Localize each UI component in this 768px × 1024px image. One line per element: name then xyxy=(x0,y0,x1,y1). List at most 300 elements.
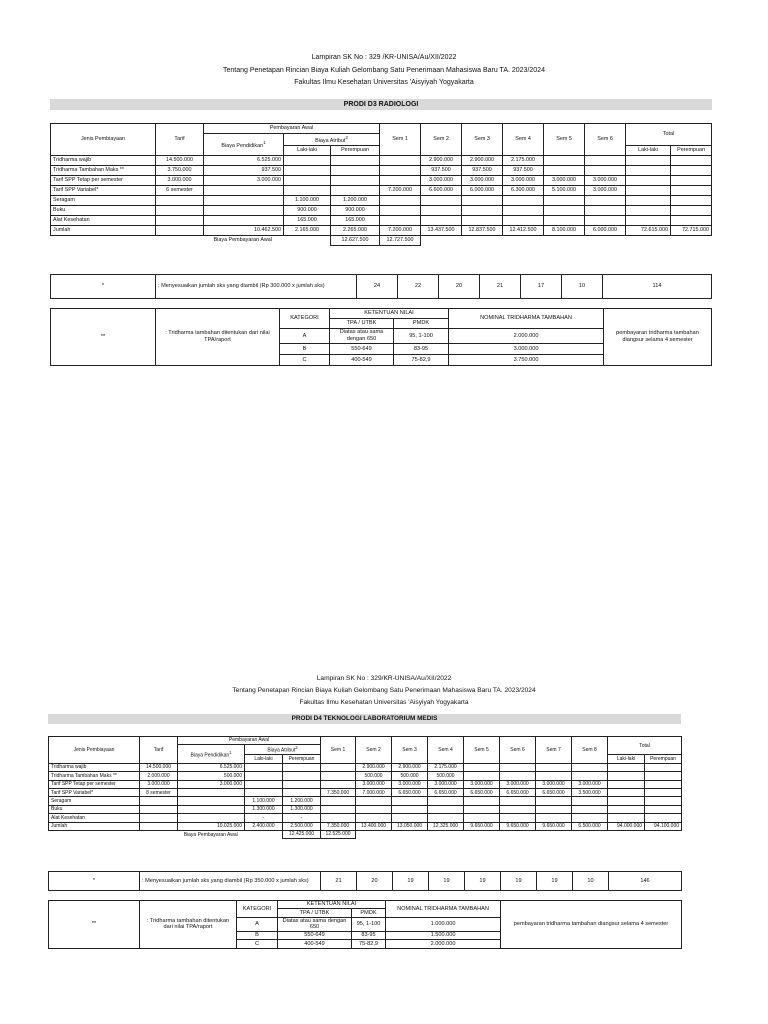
table-row xyxy=(51,195,712,205)
header-jenis: Jenis Pembiayaan xyxy=(51,124,156,156)
header-perempuan: Perempuan xyxy=(331,145,380,155)
table-cell: 3.000.000 xyxy=(428,780,464,788)
header-pmdk: PMDK xyxy=(394,319,449,329)
table-row xyxy=(49,763,682,771)
table-cell xyxy=(645,797,682,805)
table-cell: 13.400.000 xyxy=(356,822,392,830)
table-cell xyxy=(380,155,421,165)
table-cell: 2.175.000 xyxy=(428,763,464,771)
table-cell xyxy=(331,155,380,165)
header-biaya-pendidikan: Biaya Pendidikan$^1$ xyxy=(178,745,245,763)
table-cell xyxy=(608,772,645,780)
table-cell: 6.650.000 xyxy=(500,789,536,797)
table-cell xyxy=(392,797,428,805)
table-cell: 1.100.000 xyxy=(284,195,331,205)
decree-subject: Tentang Penetapan Rincian Biaya Kuliah Gelombang Satu Penerimaan Mahasiswa Baru TA. 2023/2024 xyxy=(223,66,545,74)
table-cell xyxy=(283,780,321,788)
table-cell: 6 semester xyxy=(156,185,204,195)
table-cell xyxy=(585,215,626,225)
table-cell xyxy=(645,805,682,813)
table-cell: 900.000 xyxy=(331,205,380,215)
table-cell xyxy=(462,215,503,225)
table-cell: 500.000 xyxy=(356,772,392,780)
sks-total: 146 xyxy=(609,872,682,891)
table-cell xyxy=(356,814,392,822)
table-cell xyxy=(140,822,178,830)
table-cell xyxy=(671,155,712,165)
table-cell xyxy=(503,205,544,215)
header-biaya-pendidikan: Biaya Pendidikan$^1$ xyxy=(204,134,284,156)
table-cell xyxy=(572,814,608,822)
header-tarif: Tarif xyxy=(156,124,204,156)
table-cell xyxy=(572,797,608,805)
table-cell xyxy=(503,195,544,205)
table-cell xyxy=(140,797,178,805)
table-cell: 94.000.000 xyxy=(608,822,645,830)
table-cell xyxy=(178,805,245,813)
header-sem: Sem 3 xyxy=(462,124,503,156)
table-cell: 6.650.000 xyxy=(464,789,500,797)
final-payment-label: Biaya Pembayaran Awal xyxy=(183,831,238,838)
table-cell: 3.500.000 xyxy=(572,789,608,797)
header-pembayaran-awal: Pembayaran Awal xyxy=(204,124,380,134)
table-cell xyxy=(645,763,682,771)
table-cell: 8 semester xyxy=(140,789,178,797)
table-cell: 3.000.000 xyxy=(572,780,608,788)
row-label: Buku xyxy=(49,805,140,813)
table-cell: 2.900.000 xyxy=(356,763,392,771)
table-row xyxy=(51,175,712,185)
sks-table xyxy=(50,274,712,299)
table-cell: 3.000.000 xyxy=(544,175,585,185)
header-jenis: Jenis Pembiayaan xyxy=(49,737,140,764)
header-sem: Sem 6 xyxy=(585,124,626,156)
table-cell xyxy=(245,780,283,788)
table-cell xyxy=(178,797,245,805)
table-cell: 165.000 xyxy=(284,215,331,225)
sks-value: 17 xyxy=(521,275,562,299)
table-cell xyxy=(500,772,536,780)
table-cell xyxy=(544,195,585,205)
table-cell: 7.000.000 xyxy=(356,789,392,797)
prodi-title-bar: PRODI D4 TEKNOLOGI LABORATORIUM MEDIS xyxy=(48,714,681,724)
table-cell xyxy=(500,763,536,771)
faculty-name: Fakultas Ilmu Kesehatan Universitas 'Aisyiyah Yogyakarta xyxy=(294,79,474,86)
nominal-cell: 3.000.000 xyxy=(449,344,604,355)
table-cell xyxy=(284,165,331,175)
table-cell xyxy=(284,155,331,165)
table-row xyxy=(49,797,682,805)
table-cell: 937.500 xyxy=(462,165,503,175)
faculty-name: Fakultas Ilmu Kesehatan Universitas 'Aisyiyah Yogyakarta xyxy=(299,699,469,706)
table-cell: 72.715.000 xyxy=(671,225,712,235)
prodi-title-bar: PRODI D3 RADIOLOGI xyxy=(50,99,712,110)
table-cell: 3.000.000 xyxy=(204,175,284,185)
sks-value: 20 xyxy=(439,275,480,299)
row-label: Tarif SPP Tetap per semester xyxy=(49,780,140,788)
table-cell xyxy=(671,185,712,195)
table-cell xyxy=(421,215,462,225)
table-cell xyxy=(608,780,645,788)
row-label: Seragam xyxy=(49,797,140,805)
table-cell: 2.900.000 xyxy=(392,763,428,771)
decree-subject: Tentang Penetapan Rincian Biaya Kuliah Gelombang Satu Penerimaan Mahasiswa Baru TA. 2023/2024 xyxy=(232,687,536,694)
table-cell: 2.400.000 xyxy=(245,822,283,830)
table-row xyxy=(51,165,712,175)
table-cell: 3.000.000 xyxy=(464,780,500,788)
row-label: Tarif SPP Tetap per semester xyxy=(51,175,156,185)
table-cell xyxy=(626,215,671,225)
tpa-cell: 550-649 xyxy=(330,344,394,355)
table-cell xyxy=(671,215,712,225)
table-cell: 13.050.000 xyxy=(392,822,428,830)
table-cell xyxy=(464,797,500,805)
table-cell: 1.300.000 xyxy=(245,805,283,813)
doc2-header xyxy=(0,673,768,709)
table-cell xyxy=(585,195,626,205)
table-cell: 3.000.000 xyxy=(421,175,462,185)
row-label: Tarif SPP Variabel* xyxy=(49,789,140,797)
table-cell xyxy=(428,814,464,822)
final-payment-label: Biaya Pembayaran Awal xyxy=(213,237,272,244)
nominal-cell: 1.500.000 xyxy=(386,931,501,939)
table-cell xyxy=(671,195,712,205)
row-label: Tridharma Tambahan Maks ** xyxy=(51,165,156,175)
table-cell: 6.650.000 xyxy=(392,789,428,797)
table-cell: 6.300.000 xyxy=(503,185,544,195)
row-label: Tridharma wajib xyxy=(51,155,156,165)
table-cell xyxy=(585,205,626,215)
table-cell xyxy=(626,185,671,195)
table-cell xyxy=(204,215,284,225)
table-cell: 6.000.000 xyxy=(585,225,626,235)
table-cell xyxy=(245,789,283,797)
header-total-perempuan: Perempuan xyxy=(645,755,682,763)
sks-total: 114 xyxy=(603,275,712,299)
table-cell xyxy=(462,205,503,215)
table-cell xyxy=(331,185,380,195)
pmdk-cell: 83-95 xyxy=(352,931,386,939)
sks-value: 19 xyxy=(501,872,537,891)
pmdk-cell: 83-95 xyxy=(394,344,449,355)
row-label: Tridharma Tambahan Maks ** xyxy=(49,772,140,780)
table-cell: 12.412.500 xyxy=(503,225,544,235)
table-cell xyxy=(645,772,682,780)
sks-value: 19 xyxy=(429,872,465,891)
table-cell xyxy=(204,185,284,195)
table-cell: 900.000 xyxy=(284,205,331,215)
nominal-cell: 2.000.000 xyxy=(449,329,604,344)
table-cell: 3.000.000 xyxy=(585,175,626,185)
table-row xyxy=(51,225,712,235)
tridharma-description: : Tridharma tambahan ditentukan dari nilai TPA/raport xyxy=(156,309,280,366)
table-cell: 12.325.000 xyxy=(428,822,464,830)
header-sem: Sem 2 xyxy=(356,737,392,764)
header-laki-laki: Laki-laki xyxy=(284,145,331,155)
header-biaya-atribut: Biaya Atribut$^2$ xyxy=(284,134,380,146)
table-cell xyxy=(204,205,284,215)
header-kategori: KATEGORI xyxy=(280,309,330,329)
table-cell xyxy=(585,165,626,175)
table-cell: 500.000 xyxy=(178,772,245,780)
kategori-cell: C xyxy=(280,355,330,366)
row-label: Jumlah xyxy=(51,225,156,235)
table-cell xyxy=(536,805,572,813)
table-cell xyxy=(204,195,284,205)
table-row xyxy=(51,205,712,215)
table-cell xyxy=(380,195,421,205)
pmdk-cell: 95, 1-100 xyxy=(394,329,449,344)
table-cell xyxy=(245,763,283,771)
header-sem: Sem 3 xyxy=(392,737,428,764)
header-biaya-atribut: Biaya Atribut$^2$ xyxy=(245,745,321,755)
table-cell: 937.500 xyxy=(421,165,462,175)
table-cell xyxy=(178,814,245,822)
table-cell xyxy=(283,763,321,771)
table-row xyxy=(51,185,712,195)
table-cell xyxy=(544,165,585,175)
kategori-cell: B xyxy=(280,344,330,355)
table-cell xyxy=(156,225,204,235)
table-cell: 12.837.500 xyxy=(462,225,503,235)
table-cell xyxy=(428,805,464,813)
sks-value: 21 xyxy=(321,872,357,891)
tpa-cell: Diatas atau sama dengan 650 xyxy=(278,917,352,931)
header-sem: Sem 4 xyxy=(503,124,544,156)
table-cell xyxy=(608,805,645,813)
header-sem: Sem 5 xyxy=(464,737,500,764)
table-cell xyxy=(380,205,421,215)
table-cell xyxy=(321,797,356,805)
table-cell: 94.100.000 xyxy=(645,822,682,830)
table-cell xyxy=(608,814,645,822)
table-cell xyxy=(500,814,536,822)
table-cell: 1.100.000 xyxy=(245,797,283,805)
tpa-cell: Diatas atau sama dengan 650 xyxy=(330,329,394,344)
table-cell xyxy=(503,215,544,225)
table-cell xyxy=(671,175,712,185)
header-sem: Sem 2 xyxy=(421,124,462,156)
header-nominal: NOMINAL TRIDHARMA TAMBAHAN xyxy=(386,901,501,918)
table-row xyxy=(49,805,682,813)
header-tarif: Tarif xyxy=(140,737,178,764)
table-cell xyxy=(645,789,682,797)
header-pembayaran-awal: Pembayaran Awal xyxy=(178,737,321,745)
tpa-cell: 400-549 xyxy=(330,355,394,366)
table-cell xyxy=(283,789,321,797)
table-cell: 2.900.000 xyxy=(421,155,462,165)
table-cell xyxy=(536,797,572,805)
sks-value: 10 xyxy=(562,275,603,299)
table-cell xyxy=(284,175,331,185)
table-cell xyxy=(421,195,462,205)
header-total: Total xyxy=(626,124,712,146)
table-cell: 13.437.500 xyxy=(421,225,462,235)
tridharma-description: : Tridharma tambahan ditentukan dari nilai TPA/raport xyxy=(140,901,237,949)
tridharma-marker: ** xyxy=(49,901,140,949)
table-cell: 6.500.000 xyxy=(572,822,608,830)
table-cell: 3.750.000 xyxy=(156,165,204,175)
table-cell xyxy=(321,805,356,813)
nominal-cell: 3.750.000 xyxy=(449,355,604,366)
table-cell xyxy=(626,205,671,215)
table-cell: 72.615.000 xyxy=(626,225,671,235)
table-cell xyxy=(331,165,380,175)
final-payment-laki-laki: 12.425.000 xyxy=(283,830,321,838)
header-kategori: KATEGORI xyxy=(237,901,278,918)
table-cell xyxy=(156,195,204,205)
table-cell xyxy=(626,175,671,185)
table-cell xyxy=(140,814,178,822)
table-cell: 7.200.000 xyxy=(380,225,421,235)
table-row xyxy=(51,215,712,225)
header-sem: Sem 7 xyxy=(536,737,572,764)
table-cell xyxy=(321,772,356,780)
final-payment-perempuan: 12.727.500 xyxy=(380,235,421,245)
header-nominal: NOMINAL TRIDHARMA TAMBAHAN xyxy=(449,309,604,329)
table-cell: 10.025.000 xyxy=(178,822,245,830)
table-cell xyxy=(140,805,178,813)
header-total-laki-laki: Laki-laki xyxy=(608,755,645,763)
table-cell xyxy=(356,797,392,805)
header-total: Total xyxy=(608,737,682,755)
table-cell: 2.165.000 xyxy=(284,225,331,235)
header-total-laki-laki: Laki-laki xyxy=(626,145,671,155)
sks-description: : Menyesuaikan jumlah sks yang diambil (Rp 350.000 x jumlah sks) xyxy=(140,872,321,891)
table-cell xyxy=(283,772,321,780)
table-cell: 5.100.000 xyxy=(544,185,585,195)
table-row xyxy=(49,822,682,830)
kategori-cell: B xyxy=(237,931,278,939)
header-sem: Sem 1 xyxy=(321,737,356,764)
table-cell xyxy=(392,805,428,813)
table-cell xyxy=(356,805,392,813)
table-cell xyxy=(608,797,645,805)
table-row xyxy=(49,772,682,780)
row-label: Tarif SPP Variabel* xyxy=(51,185,156,195)
sks-value: 22 xyxy=(398,275,439,299)
table-cell xyxy=(421,205,462,215)
row-label: Buku xyxy=(51,205,156,215)
table-cell xyxy=(585,155,626,165)
table-cell: 7.350.000 xyxy=(321,822,356,830)
table-row xyxy=(49,780,682,788)
header-sem: Sem 6 xyxy=(500,737,536,764)
table-cell xyxy=(626,165,671,175)
table-cell xyxy=(536,814,572,822)
final-payment-laki-laki: 12.627.500 xyxy=(331,235,380,245)
header-pmdk: PMDK xyxy=(352,909,386,917)
fee-table xyxy=(50,123,712,246)
pmdk-cell: 75-82,9 xyxy=(352,940,386,948)
sks-marker: * xyxy=(49,872,140,891)
final-payment-perempuan: 12.525.000 xyxy=(321,830,356,838)
table-cell: 10.462.500 xyxy=(204,225,284,235)
header-total-perempuan: Perempuan xyxy=(671,145,712,155)
table-cell: 8.100.000 xyxy=(544,225,585,235)
row-label: Seragam xyxy=(51,195,156,205)
table-cell: 6.650.000 xyxy=(428,789,464,797)
table-cell xyxy=(544,205,585,215)
table-cell xyxy=(608,789,645,797)
pmdk-cell: 75-82,9 xyxy=(394,355,449,366)
table-cell: 6.000.000 xyxy=(462,185,503,195)
table-cell xyxy=(572,772,608,780)
header-ketentuan-nilai: KETENTUAN NILAI xyxy=(330,309,449,319)
sks-value: 19 xyxy=(537,872,573,891)
table-cell: 2.175.000 xyxy=(503,155,544,165)
table-cell xyxy=(321,780,356,788)
table-cell: 3.000.000 xyxy=(392,780,428,788)
table-cell: 9.650.000 xyxy=(536,822,572,830)
sks-table xyxy=(48,871,682,891)
tridharma-table xyxy=(50,308,712,366)
table-cell: - xyxy=(245,814,283,822)
table-cell xyxy=(536,763,572,771)
table-cell: 6.650.000 xyxy=(536,789,572,797)
table-cell xyxy=(245,772,283,780)
nominal-cell: 2.000.000 xyxy=(386,940,501,948)
header-perempuan: Perempuan xyxy=(283,755,321,763)
table-cell: 500.000 xyxy=(428,772,464,780)
table-cell: 3.000.000 xyxy=(536,780,572,788)
row-label: Jumlah xyxy=(49,822,140,830)
table-cell xyxy=(645,780,682,788)
table-cell xyxy=(608,763,645,771)
table-cell xyxy=(464,772,500,780)
table-cell: 3.000.000 xyxy=(503,175,544,185)
row-label: Tridharma wajib xyxy=(49,763,140,771)
table-cell xyxy=(156,215,204,225)
sks-value: 19 xyxy=(465,872,501,891)
decree-number: Lampiran SK No : 329 /KR-UNISA/Au/XII/2022 xyxy=(311,54,457,61)
table-cell: 1.200.000 xyxy=(331,195,380,205)
table-cell: - xyxy=(283,814,321,822)
table-cell: 9.650.000 xyxy=(500,822,536,830)
kategori-cell: C xyxy=(237,940,278,948)
decree-number: Lampiran SK No : 329/KR-UNISA/Au/XII/2022 xyxy=(316,675,452,682)
header-tpa-utbk: TPA / UTBK xyxy=(278,909,352,917)
header-sem: Sem 8 xyxy=(572,737,608,764)
table-cell xyxy=(156,205,204,215)
table-cell: 6.525.000 xyxy=(204,155,284,165)
table-cell: 14.500.000 xyxy=(156,155,204,165)
row-label: Alat Kesehatan xyxy=(49,814,140,822)
table-cell xyxy=(536,772,572,780)
table-cell xyxy=(544,155,585,165)
table-cell: 3.000.000 xyxy=(156,175,204,185)
table-row xyxy=(49,789,682,797)
table-cell: 14.500.000 xyxy=(140,763,178,771)
table-cell xyxy=(464,763,500,771)
table-cell xyxy=(464,814,500,822)
table-cell xyxy=(544,215,585,225)
table-cell: 937.500 xyxy=(503,165,544,175)
sks-value: 24 xyxy=(357,275,398,299)
sks-description: : Menyesuaikan jumlah sks yang diambil (Rp 300.000 x jumlah sks) xyxy=(156,275,357,299)
table-cell xyxy=(178,789,245,797)
table-cell xyxy=(626,195,671,205)
table-cell: 2.900.000 xyxy=(462,155,503,165)
header-sem: Sem 1 xyxy=(380,124,421,156)
table-cell xyxy=(464,805,500,813)
kategori-cell: A xyxy=(237,917,278,931)
table-cell xyxy=(671,205,712,215)
table-cell: 3.000.000 xyxy=(462,175,503,185)
table-cell: 2.500.000 xyxy=(283,822,321,830)
table-cell: 500.000 xyxy=(392,772,428,780)
header-tpa-utbk: TPA / UTBK xyxy=(330,319,394,329)
